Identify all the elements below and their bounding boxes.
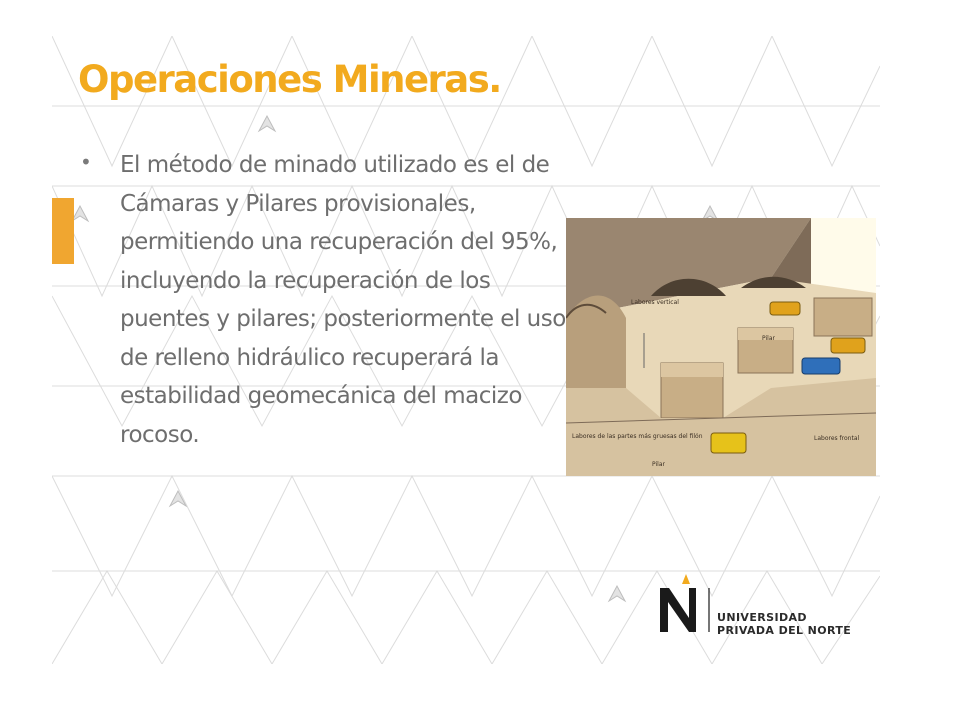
accent-bar (52, 198, 74, 264)
logo-line2: PRIVADA DEL NORTE (717, 624, 852, 637)
label-vertical: Labores vertical (631, 299, 679, 306)
logo-text (717, 611, 851, 637)
bullet-icon: • (80, 150, 92, 174)
logo-line1: UNIVERSIDAD (717, 611, 807, 624)
label-pilar-bottom: Pilar (652, 461, 665, 468)
label-pilar-top: Pilar (762, 335, 775, 342)
bullet-text: El método de minado utilizado es el de Cámaras y Pilares provisionales, permitiendo una recuperación del 95%, incluyendo la recuperación de los puentes y pilares; posteriormente el uso de relleno hidráulico recuperará la estabilidad geomecánica del macizo rocoso. (120, 152, 566, 448)
label-partes: Labores de las partes más gruesas del filón (572, 433, 703, 440)
mining-method-illustration (566, 218, 876, 476)
label-frontal: Labores frontal (814, 435, 860, 442)
slide-title: Operaciones Mineras. (78, 58, 501, 101)
